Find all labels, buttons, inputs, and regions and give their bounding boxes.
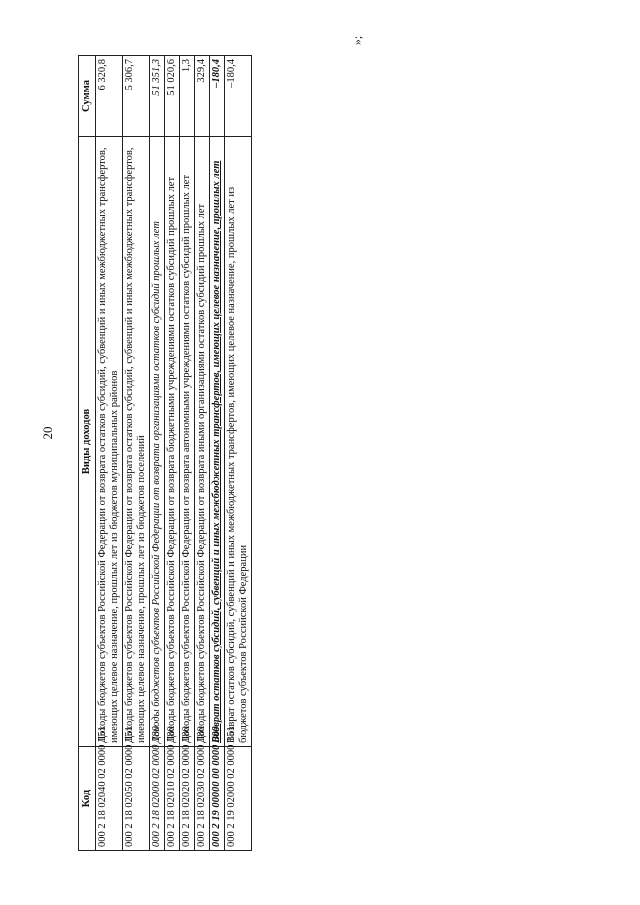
page-end-mark: »; <box>350 35 365 46</box>
table-row <box>210 56 225 851</box>
row-sum: 6 320,8 <box>96 56 123 137</box>
row-sum: 5 306,7 <box>123 56 150 137</box>
rotated-table-container <box>78 56 363 851</box>
table-header-row <box>79 56 96 851</box>
table-row <box>225 56 252 851</box>
table-row <box>195 56 210 851</box>
row-description: Доходы бюджетов субъектов Российской Федерации от возврата автономными учреждениями остатков субсидий прошлых лет <box>180 137 195 747</box>
row-code: 000 2 18 02040 02 0000 151 <box>96 747 123 851</box>
row-sum: 51 351,3 <box>150 56 165 137</box>
page-number: 20 <box>40 426 55 440</box>
row-description: Доходы бюджетов субъектов Российской Федерации от возврата организациями остатков субсидий прошлых лет <box>150 137 165 747</box>
row-description: Доходы бюджетов субъектов Российской Федерации от возврата иными организациями остатков субсидий прошлых лет <box>195 137 210 747</box>
row-description: Возврат остатков субсидий, субвенций и иных межбюджетных трансфертов, имеющих целевое назначение, прошлых лет из бюджетов субъектов Российской Федерации <box>225 137 252 747</box>
row-code: 000 2 18 02010 02 0000 180 <box>165 747 180 851</box>
header-sum: Сумма <box>79 56 96 137</box>
row-code: 000 2 18 02050 02 0000 151 <box>123 747 150 851</box>
row-code: 000 2 19 02000 02 0000 151 <box>225 747 252 851</box>
row-description <box>210 137 225 747</box>
table-row <box>123 56 150 851</box>
table-row <box>165 56 180 851</box>
row-description: Доходы бюджетов субъектов Российской Федерации от возврата остатков субсидий, субвенций и иных межбюджетных трансфертов, имеющих целевое назначение, прошлых лет из бюджетов муниципальных районов <box>96 137 123 747</box>
row-sum: 1,3 <box>180 56 195 137</box>
row-sum: –180,4 <box>210 56 225 137</box>
table-row <box>96 56 123 851</box>
row-code: 000 2 19 00000 00 0000 000 <box>210 747 225 851</box>
row-description: Доходы бюджетов субъектов Российской Федерации от возврата остатков субсидий, субвенций и иных межбюджетных трансфертов, имеющих целевое назначение, прошлых лет из бюджетов поселений <box>123 137 150 747</box>
header-code: Код <box>79 747 96 851</box>
row-sum: 329,4 <box>195 56 210 137</box>
header-description: Виды доходов <box>79 137 96 747</box>
row-code: 000 2 18 02020 02 0000 180 <box>180 747 195 851</box>
row-sum: –180,4 <box>225 56 252 137</box>
table-row <box>180 56 195 851</box>
row-sum: 51 020,6 <box>165 56 180 137</box>
row-code: 000 2 18 02030 02 0000 180 <box>195 747 210 851</box>
row-description-text: Возврат остатков субсидий, субвенций и иных межбюджетных трансфертов, имеющих целевое назначение, прошлых лет <box>211 160 222 743</box>
income-table <box>78 55 252 851</box>
row-description: Доходы бюджетов субъектов Российской Федерации от возврата бюджетными учреждениями остатков субсидий прошлых лет <box>165 137 180 747</box>
table-row <box>150 56 165 851</box>
row-code: 000 2 18 02000 02 0000 180 <box>150 747 165 851</box>
